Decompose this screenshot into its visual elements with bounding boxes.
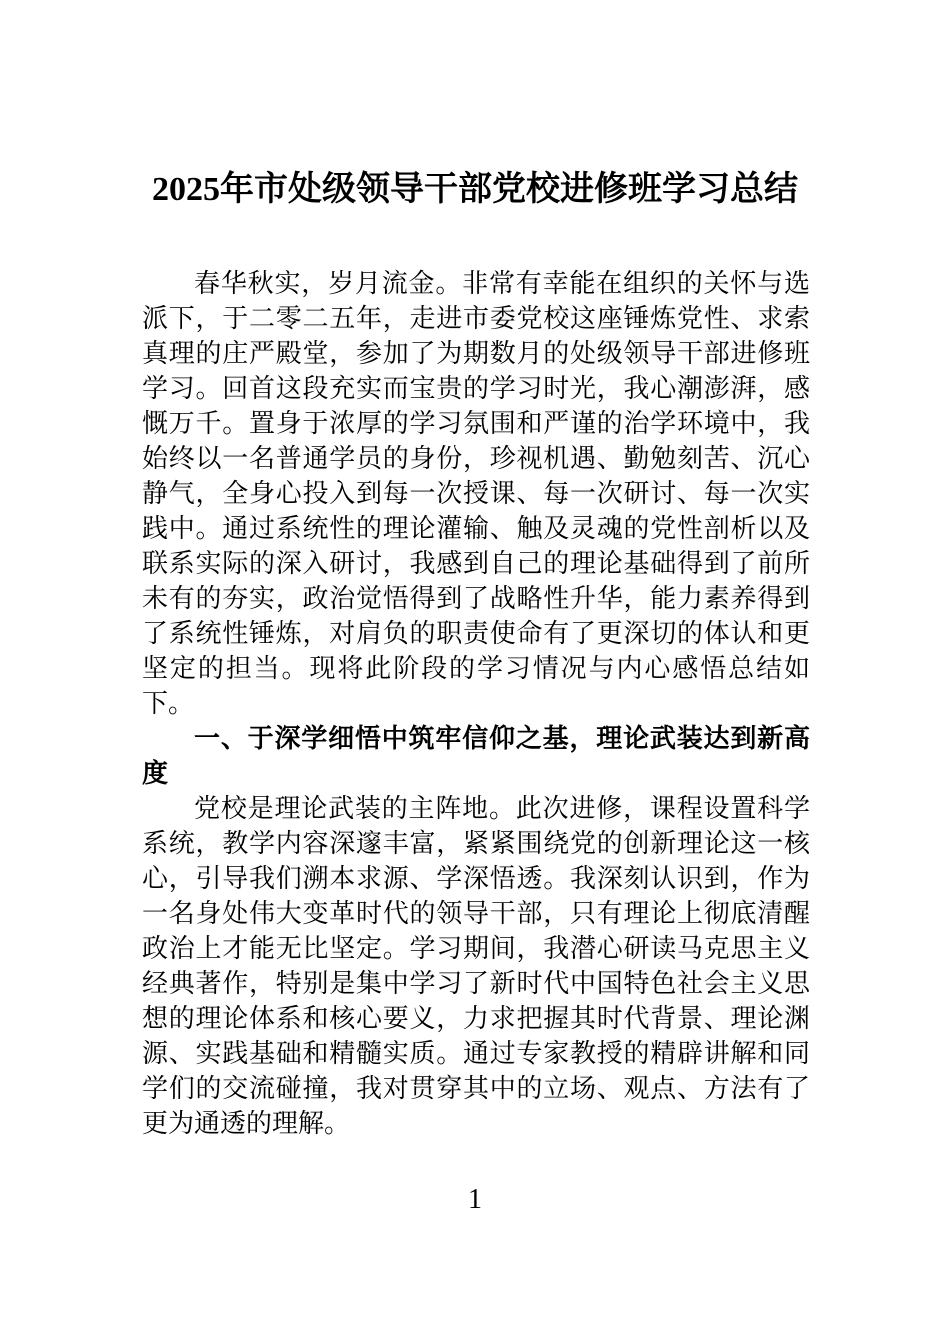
document-title: 2025年市处级领导干部党校进修班学习总结 xyxy=(152,171,798,208)
section-heading-1: 一、于深学细悟中筑牢信仰之基，理论武装达到新高度 xyxy=(142,724,810,788)
document-body xyxy=(142,266,810,1141)
paragraph-section-1: 党校是理论武装的主阵地。此次进修，课程设置科学系统，教学内容深邃丰富，紧紧围绕党的创新理论这一核心，引导我们溯本求源、学深悟透。我深刻认识到，作为一名身处伟大变革时代的领导干部，只有理论上彻底清醒政治上才能无比坚定。学习期间，我潜心研读马克思主义经典著作，特别是集中学习了新时代中国特色社会主义思想的理论体系和核心要义，力求把握其时代背景、理论渊源、实践基础和精髓实质。通过专家教授的精辟讲解和同学们的交流碰撞，我对贯穿其中的立场、观点、方法有了更为通透的理解。 xyxy=(142,794,810,1138)
page-number: 1 xyxy=(468,1184,482,1215)
paragraph-intro: 春华秋实，岁月流金。非常有幸能在组织的关怀与选派下，于二零二五年，走进市委党校这座锤炼党性、求索真理的庄严殿堂，参加了为期数月的处级领导干部进修班学习。回首这段充实而宝贵的学习时光，我心潮澎湃，感慨万千。置身于浓厚的学习氛围和严谨的治学环境中，我始终以一名普通学员的身份，珍视机遇、勤勉刻苦、沉心静气，全身心投入到每一次授课、每一次研讨、每一次实践中。通过系统性的理论灌输、触及灵魂的党性剖析以及联系实际的深入研讨，我感到自己的理论基础得到了前所未有的夯实，政治觉悟得到了战略性升华，能力素养得到了系统性锤炼，对肩负的职责使命有了更深切的体认和更坚定的担当。现将此阶段的学习情况与内心感悟总结如下。 xyxy=(142,269,810,718)
